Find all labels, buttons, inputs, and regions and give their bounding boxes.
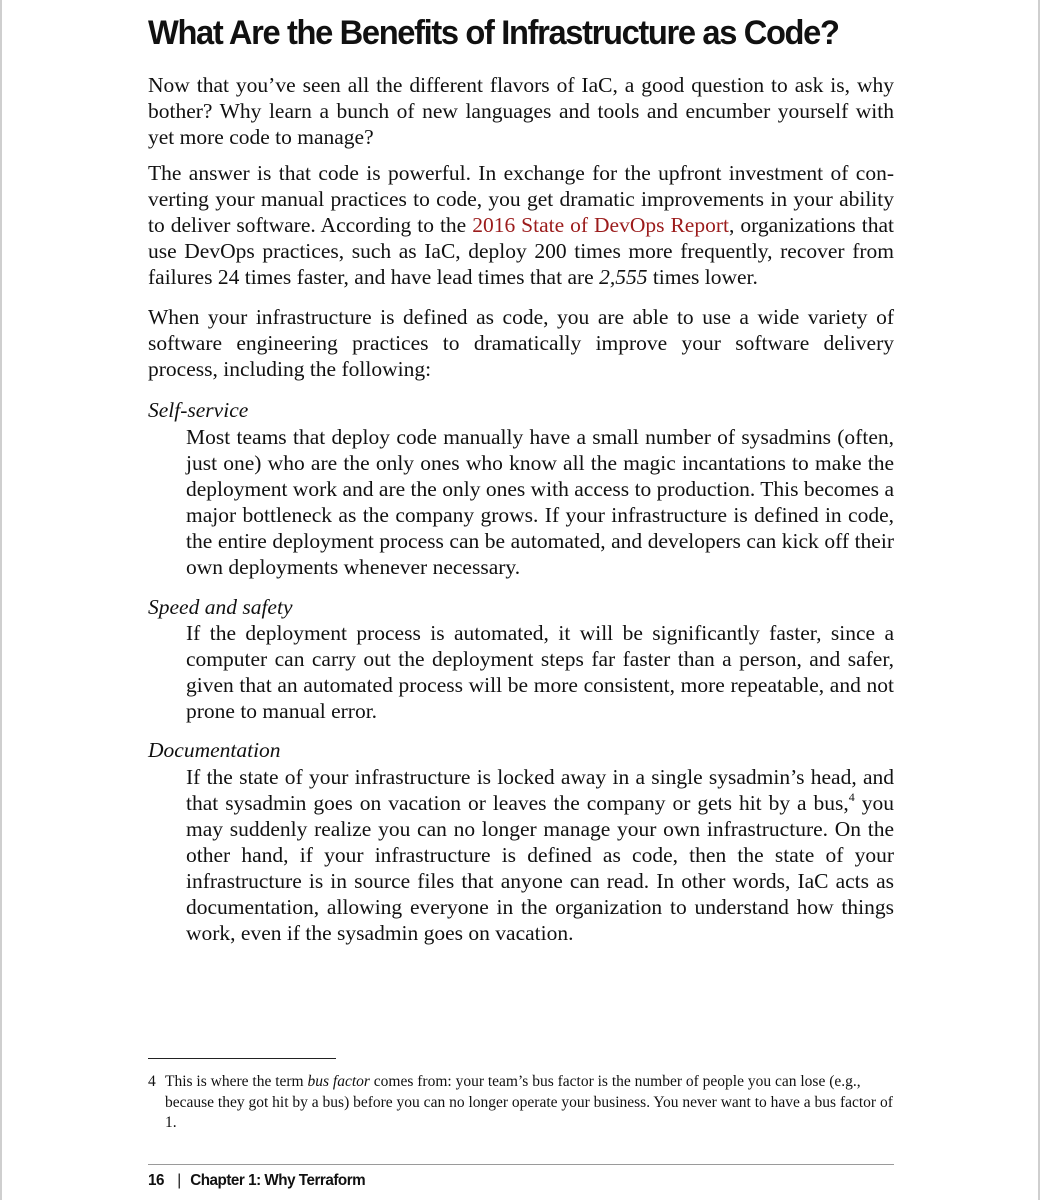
- footnote-number: 4: [148, 1073, 156, 1090]
- paragraph-intro: Now that you’ve seen all the different flavors of IaC, a good question to ask is, why bother? Why learn a bunch of new languages and tools and encumber yourself with yet more code to manage?: [148, 73, 894, 149]
- term-documentation: Documentation: [148, 738, 281, 762]
- footer-divider: [148, 1164, 894, 1165]
- definition-documentation-text-2: you may suddenly realize you can no longer manage your own infrastructure. On the other hand, if your infrastructure is defined as code, then the state of your infrastructure is in source files that anyone can read. In other words, IaC acts as documentation, allowing everyone in the organization to understand how things work, even if the sysadmin goes on vacation.: [186, 791, 895, 945]
- footnote-divider: [148, 1058, 336, 1059]
- footnote-text-1: This is where the term: [165, 1073, 308, 1090]
- definition-documentation: [186, 764, 894, 946]
- definition-documentation-text-1: If the state of your infrastructure is locked away in a single sysadmin’s head, and that sysadmin goes on vacation or leaves the company or gets hit by a bus,: [186, 765, 894, 815]
- term-speed-and-safety: Speed and safety: [148, 595, 293, 619]
- page-footer: [148, 1172, 365, 1190]
- lead-time-figure: 2,555: [599, 265, 648, 289]
- footer-separator: |: [177, 1172, 181, 1189]
- footnote-text: [165, 1072, 894, 1134]
- paragraph-answer: [148, 160, 894, 290]
- paragraph-answer-text-1: The answer is that code is powerful. In exchange for the upfront investment of converting your manual practices to code, you get dramatic improvements in your ability to deliver software. According to the: [148, 161, 894, 237]
- paragraph-practices: When your infrastructure is defined as code, you are able to use a wide variety of software engineering practices to dramatically improve your software delivery process, including the following:: [148, 305, 894, 381]
- term-self-service: Self-service: [148, 398, 249, 422]
- devops-report-link[interactable]: 2016 State of DevOps Report: [472, 213, 729, 237]
- section-heading: What Are the Benefits of Infrastructure as Code?: [148, 14, 839, 52]
- footnote-text-2: comes from: your team’s bus factor is the number of people you can lose (e.g., because they got hit by a bus) before you can no longer operate your business. You never want to have a bus factor of 1.: [165, 1073, 893, 1131]
- footnote: [148, 1072, 894, 1131]
- chapter-title: Chapter 1: Why Terraform: [190, 1172, 366, 1189]
- footnote-term: bus factor: [307, 1073, 370, 1090]
- page-number: 16: [148, 1172, 164, 1189]
- definition-self-service: Most teams that deploy code manually have a small number of sysadmins (often, just one) who are the only ones who know all the magic incantations to make the deployment work and are the only ones with access to production. This becomes a major bottleneck as the company grows. If your infrastructure is defined in code, the entire deployment process can be automated, and developers can kick off their own deployments whenever necessary.: [186, 425, 894, 579]
- paragraph-answer-text-2: , organizations that use DevOps practices, such as IaC, deploy 200 times more frequently, recover from failures 24 times faster, and have lead times that are: [148, 213, 894, 289]
- footnote-reference[interactable]: 4: [848, 790, 855, 804]
- paragraph-answer-text-3: times lower.: [647, 265, 758, 289]
- definition-speed-and-safety: If the deployment process is automated, it will be significantly faster, since a computer can carry out the deployment steps far faster than a person, and safer, given that an automated process will be more consistent, more repeatable, and not prone to manual error.: [186, 621, 894, 723]
